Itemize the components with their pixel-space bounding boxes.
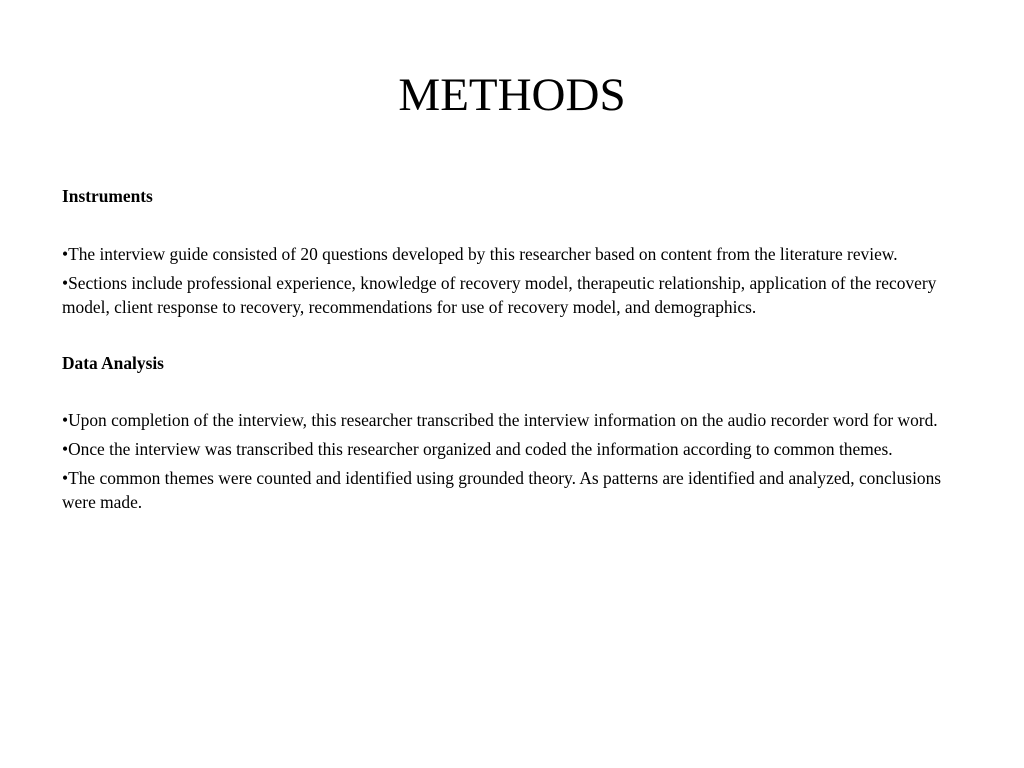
bullet-item: •The interview guide consisted of 20 questions developed by this researcher based on content from the literature review. [62,244,898,264]
slide-content [62,184,972,519]
data-analysis-bullet-list [62,408,972,514]
section-heading-instruments: Instruments [62,186,153,206]
bullet-item: •Sections include professional experience, knowledge of recovery model, therapeutic relationship, application of the recovery model, client response to recovery, recommendations for use of recovery model, and demographics. [62,273,937,317]
bullet-item: •Upon completion of the interview, this researcher transcribed the interview information on the audio recorder word for word. [62,410,938,430]
bullet-item: •Once the interview was transcribed this researcher organized and coded the information according to common themes. [62,439,893,459]
section-heading-data-analysis: Data Analysis [62,353,164,373]
slide-title: METHODS [398,69,626,121]
instruments-bullet-list [62,242,972,319]
bullet-item: •The common themes were counted and identified using grounded theory. As patterns are identified and analyzed, conclusions were made. [62,468,942,512]
